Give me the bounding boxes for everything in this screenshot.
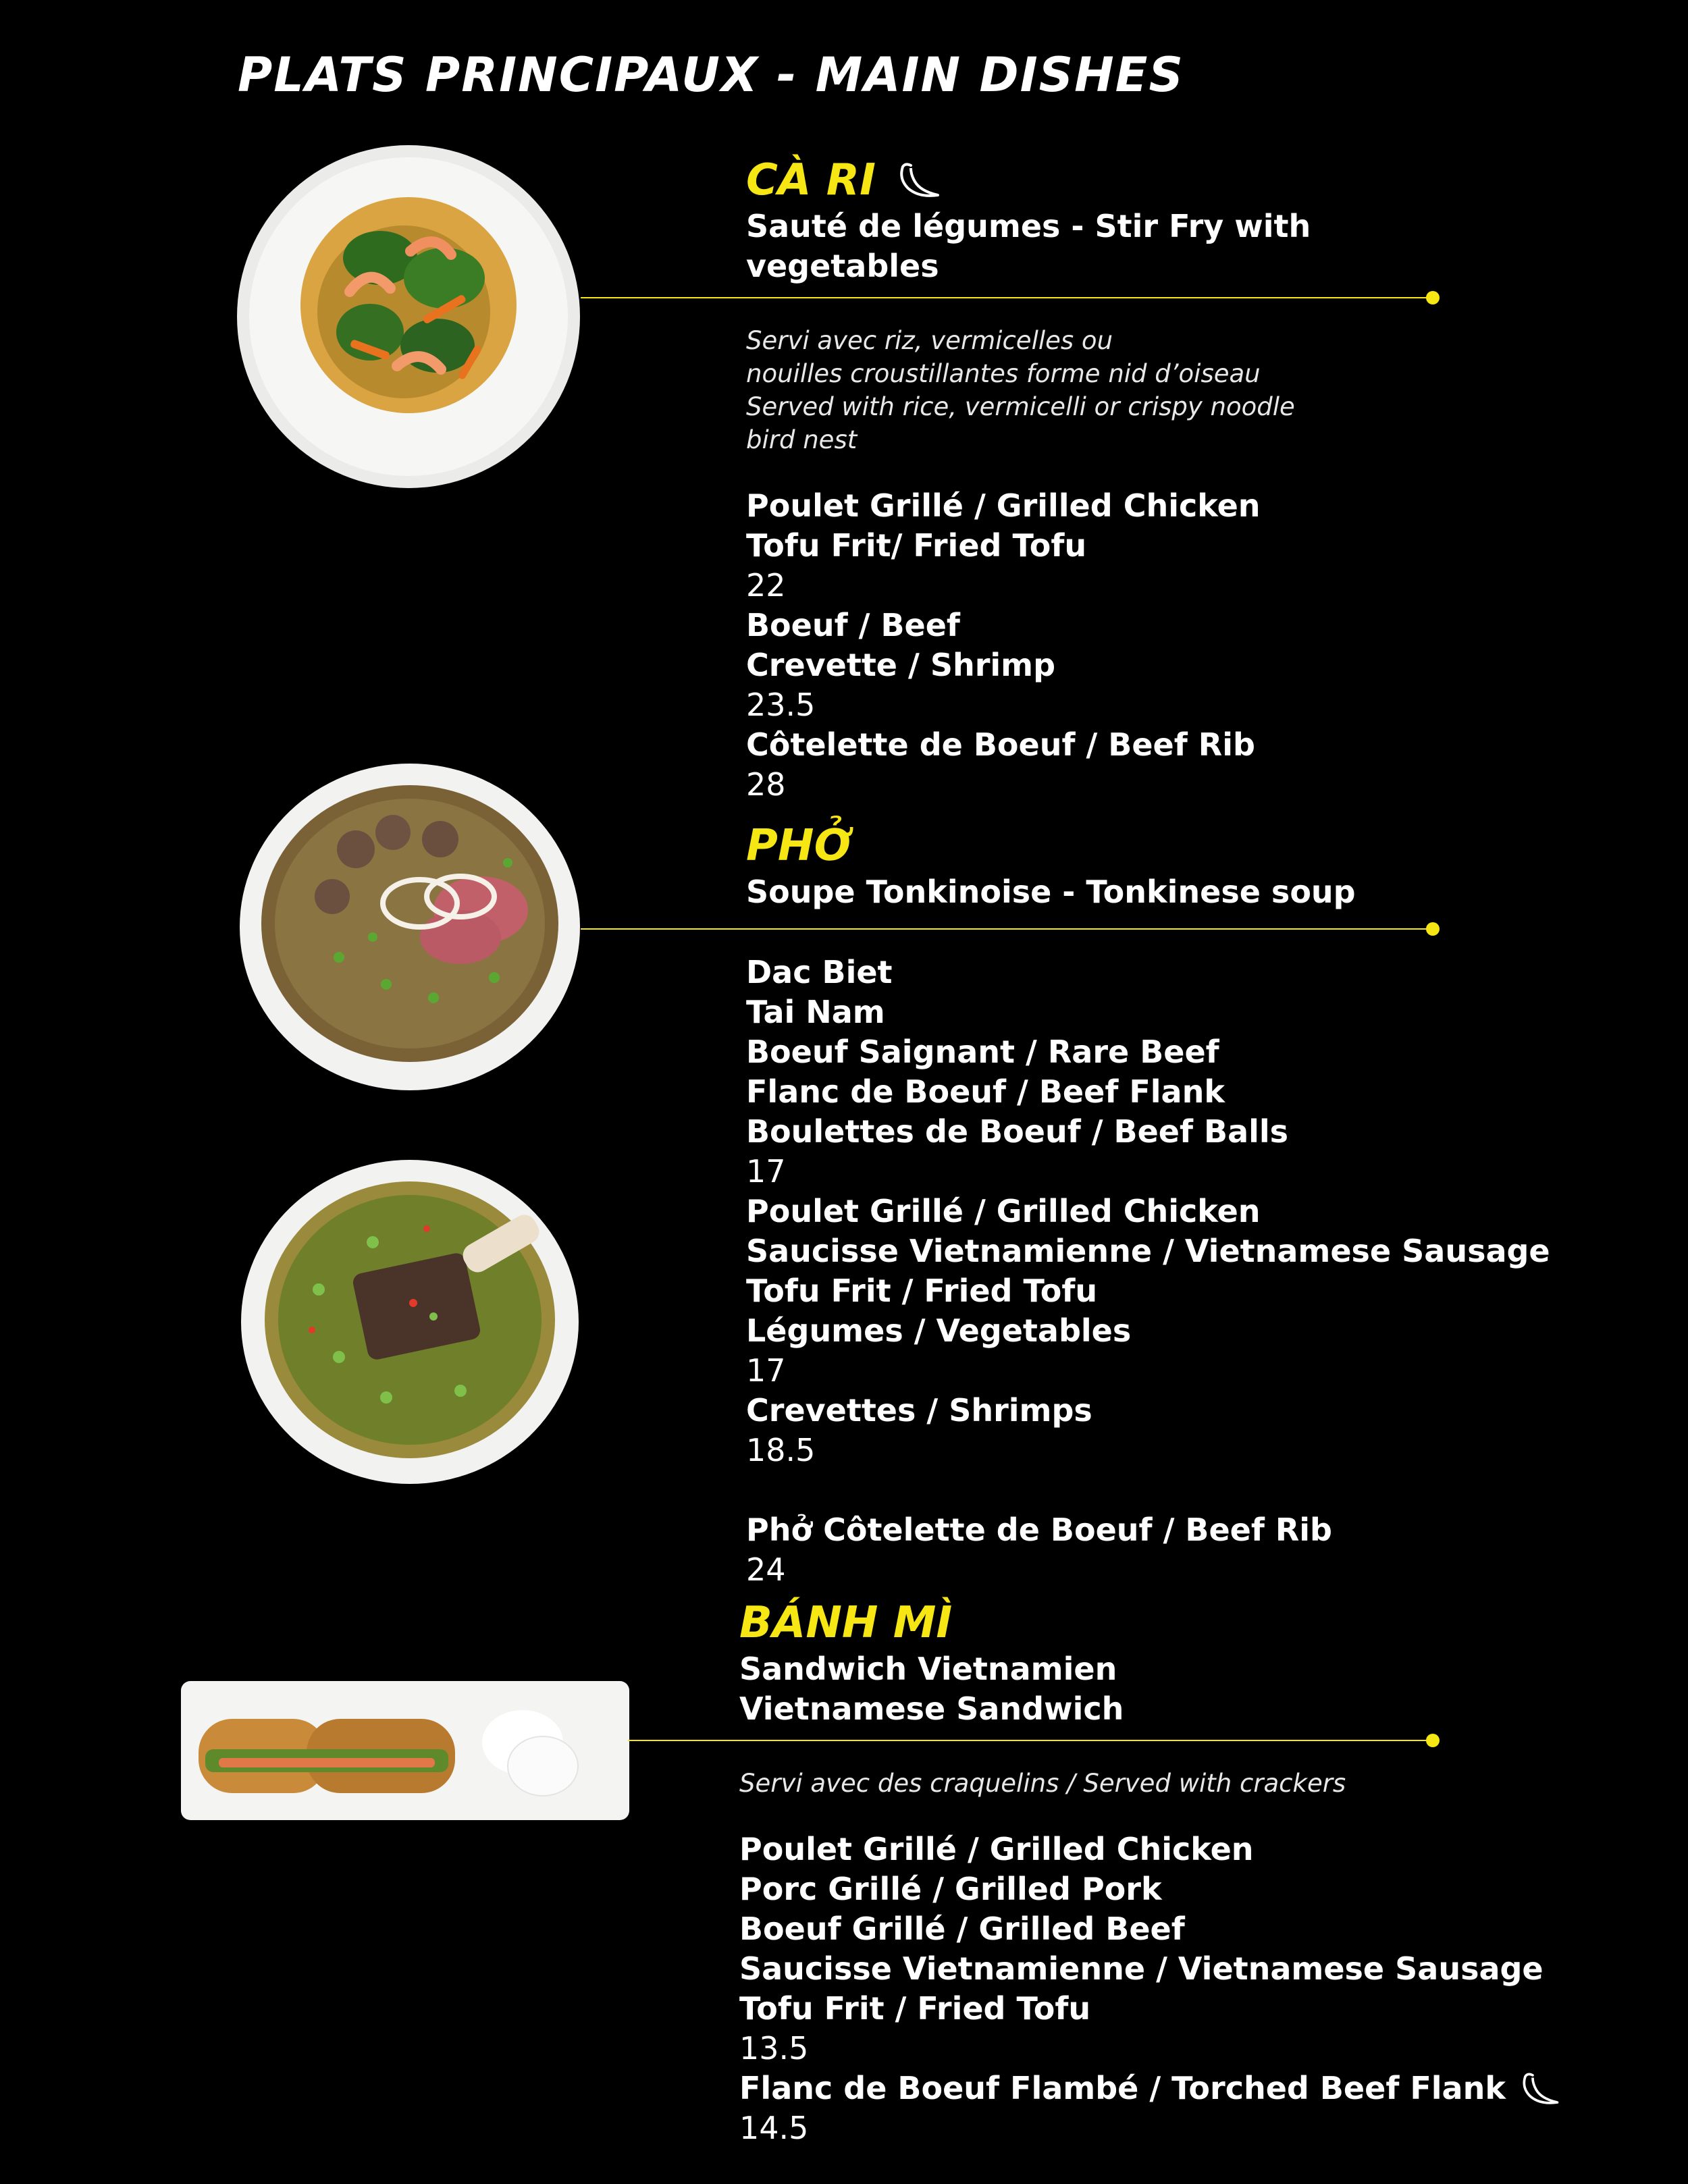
menu-price: 18.5: [746, 1432, 816, 1468]
section-subtitle-line: Vietnamese Sandwich: [739, 1690, 1124, 1727]
divider-dot: [1426, 922, 1440, 936]
menu-item: Flanc de Boeuf / Beef Flank: [746, 1073, 1225, 1110]
menu-price: 14.5: [739, 2110, 809, 2146]
menu-item: Boeuf Saignant / Rare Beef: [746, 1034, 1219, 1070]
section-subtitle-line: Soupe Tonkinoise - Tonkinese soup: [746, 874, 1356, 910]
menu-item: Poulet Grillé / Grilled Chicken: [746, 487, 1261, 524]
section-description-line: Servi avec riz, vermicelles ou: [746, 326, 1113, 355]
section-ca-ri: [746, 154, 1311, 805]
menu-price: 24: [746, 1551, 786, 1588]
menu-item: Tofu Frit / Fried Tofu: [739, 1990, 1091, 2027]
menu-item: Crevettes / Shrimps: [746, 1392, 1092, 1429]
section-description-line: bird nest: [746, 425, 858, 454]
menu-item: Tofu Frit/ Fried Tofu: [746, 527, 1087, 564]
section-title: PHỞ: [746, 821, 851, 871]
menu-item: Côtelette de Boeuf / Beef Rib: [746, 726, 1255, 763]
divider-dot: [1426, 1734, 1440, 1747]
chili-pepper-icon: [1518, 2071, 1561, 2106]
menu-item: Boeuf Grillé / Grilled Beef: [739, 1911, 1185, 1947]
stir-fry-plate-image: [235, 143, 582, 490]
menu-item: Poulet Grillé / Grilled Chicken: [746, 1193, 1261, 1229]
pho-beef-rib-bowl-image: [238, 1154, 616, 1485]
divider-line: [581, 928, 1433, 930]
menu-price: 28: [746, 766, 786, 803]
menu-item: Crevette / Shrimp: [746, 647, 1056, 683]
menu-item: Saucisse Vietnamienne / Vietnamese Sausage: [746, 1233, 1550, 1269]
menu-item: Tofu Frit / Fried Tofu: [746, 1273, 1098, 1309]
divider-line: [628, 1740, 1433, 1741]
menu-price: 22: [746, 567, 786, 604]
menu-item-label: Flanc de Boeuf Flambé / Torched Beef Flank: [739, 2070, 1506, 2106]
menu-item: Boeuf / Beef: [746, 607, 960, 643]
menu-price: 17: [746, 1352, 786, 1389]
menu-price: 23.5: [746, 687, 816, 723]
menu-item: Dac Biet: [746, 954, 893, 990]
section-banh-mi: [739, 1597, 1561, 2148]
menu-price: 13.5: [739, 2030, 809, 2067]
divider-dot: [1426, 291, 1440, 304]
section-title: CÀ RI: [746, 155, 876, 205]
section-subtitle-line: vegetables: [746, 248, 939, 284]
menu-price: 17: [746, 1153, 786, 1190]
section-title: BÁNH MÌ: [739, 1598, 953, 1648]
pho-bowl-image: [238, 762, 582, 1092]
menu-item: Saucisse Vietnamienne / Vietnamese Sausage: [739, 1950, 1544, 1987]
section-description-line: Servi avec des craquelins / Served with crackers: [739, 1769, 1346, 1798]
menu-item: Tai Nam: [746, 994, 885, 1030]
menu-spacer: [746, 1470, 1550, 1510]
menu-item: Boulettes de Boeuf / Beef Balls: [746, 1113, 1289, 1150]
menu-item: Porc Grillé / Grilled Pork: [739, 1871, 1162, 1907]
divider-line: [581, 297, 1433, 298]
menu-item: Légumes / Vegetables: [746, 1312, 1132, 1349]
section-subtitle-line: Sauté de légumes - Stir Fry with: [746, 208, 1311, 244]
menu-item: Phở Côtelette de Boeuf / Beef Rib: [746, 1512, 1332, 1548]
menu-item-spicy: [739, 2069, 1561, 2108]
banh-mi-plate-image: [178, 1678, 632, 1823]
section-subtitle-line: Sandwich Vietnamien: [739, 1651, 1117, 1687]
section-description-line: Served with rice, vermicelli or crispy noodle: [746, 392, 1295, 421]
chili-pepper-icon: [895, 161, 942, 199]
menu-item: Poulet Grillé / Grilled Chicken: [739, 1831, 1254, 1867]
page-title: PLATS PRINCIPAUX - MAIN DISHES: [238, 47, 1184, 103]
section-description-line: nouilles croustillantes forme nid d’oiseau: [746, 359, 1261, 388]
